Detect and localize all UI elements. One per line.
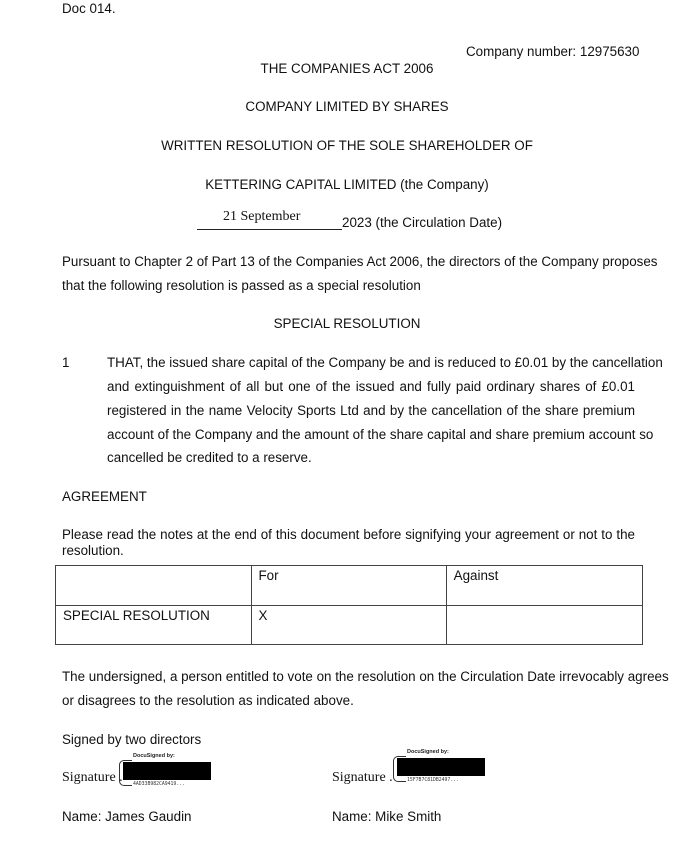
director-name-left: Name: James Gaudin (62, 809, 192, 824)
intro-line-1: Pursuant to Chapter 2 of Part 13 of the Companies Act 2006, the directors of the Company proposes (62, 254, 658, 269)
signature-stamp-left (119, 753, 215, 787)
signature-label-right: Signature . (332, 770, 393, 785)
undersigned-line-1: The undersigned, a person entitled to vote on the resolution on the Circulation Date irrevocably agrees (62, 669, 669, 684)
signed-by-label: Signed by two directors (62, 732, 202, 747)
table-row-against[interactable] (446, 605, 642, 645)
company-type: COMPANY LIMITED BY SHARES (245, 99, 449, 114)
resolution-line-5: cancelled be credited to a reserve. (107, 450, 312, 465)
table-header-empty (56, 566, 252, 606)
special-resolution-heading: SPECIAL RESOLUTION (273, 316, 421, 331)
for-mark: X (258, 607, 268, 623)
against-label: Against (453, 568, 499, 583)
table-header-row (56, 566, 643, 606)
resolution-vote-table (55, 565, 643, 645)
redacted-signature-left (123, 762, 211, 780)
agreement-heading: AGREEMENT (62, 489, 147, 504)
stamp-label: DocuSigned by: (133, 753, 175, 759)
document-reference: Doc 014. (62, 1, 116, 16)
table-header-for (251, 566, 446, 606)
intro-line-2: that the following resolution is passed as a special resolution (62, 278, 421, 293)
circulation-date-handwritten: 21 September (223, 209, 301, 224)
stamp-id-left: 4AD33B982CA9419... (133, 782, 185, 787)
table-row-label (56, 605, 252, 645)
signature-stamp-right (393, 749, 489, 783)
table-row (56, 605, 643, 645)
director-name-right: Name: Mike Smith (332, 809, 442, 824)
stamp-label: DocuSigned by: (407, 749, 449, 755)
stamp-id-right: 15F7B7C81DB2497... (407, 778, 459, 783)
signature-label-left: Signature . (62, 770, 123, 785)
redacted-signature-right (397, 758, 485, 776)
resolution-line-3: registered in the name Velocity Sports Ltd and by the cancellation of the share premium (107, 403, 635, 418)
act-title: THE COMPANIES ACT 2006 (260, 61, 434, 76)
resolution-number: 1 (62, 355, 70, 370)
table-row-for[interactable] (251, 605, 446, 645)
undersigned-line-2: or disagrees to the resolution as indicated above. (62, 693, 354, 708)
date-underline (197, 229, 342, 230)
for-label: For (258, 568, 279, 583)
resolution-line-1: THAT, the issued share capital of the Company be and is reduced to £0.01 by the cancellation (107, 355, 663, 370)
circulation-date-suffix: 2023 (the Circulation Date) (342, 215, 503, 230)
agreement-note-line-1: Please read the notes at the end of this document before signifying your agreement or not to the (62, 527, 635, 542)
row-label-text: SPECIAL RESOLUTION (63, 607, 210, 623)
table-header-against (446, 566, 642, 606)
agreement-note-line-2: resolution. (62, 543, 124, 558)
resolution-line-4: account of the Company and the amount of the share capital and share premium account so (107, 427, 654, 442)
company-number: Company number: 12975630 (466, 44, 640, 59)
resolution-title: WRITTEN RESOLUTION OF THE SOLE SHAREHOLDER OF (161, 138, 533, 153)
against-mark (447, 606, 642, 608)
resolution-line-2: and extinguishment of all but one of the issued and fully paid ordinary shares of £0.01 (107, 379, 635, 394)
company-name: KETTERING CAPITAL LIMITED (the Company) (205, 177, 489, 192)
